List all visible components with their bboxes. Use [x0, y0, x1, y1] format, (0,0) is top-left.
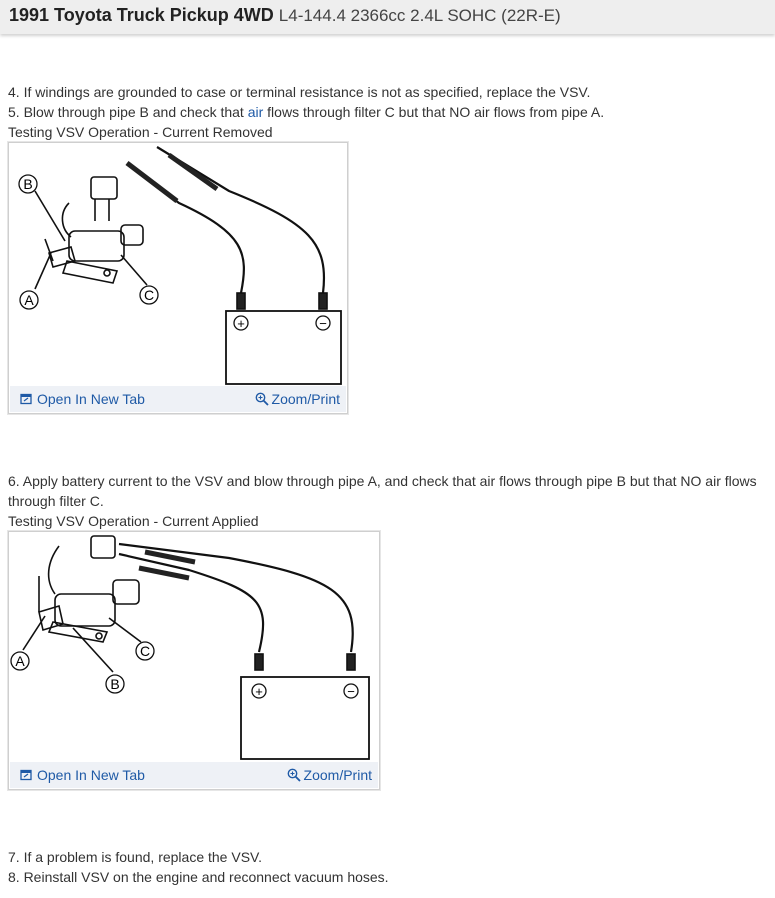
step-7: 7. If a problem is found, replace the VSV.: [8, 849, 262, 865]
vehicle-title: 1991 Toyota Truck Pickup 4WD: [9, 5, 274, 25]
battery-plus: +: [255, 684, 263, 699]
vsv-diagram-current-applied: [9, 532, 379, 763]
magnifier-icon: [287, 768, 301, 782]
zoom-print-button[interactable]: [287, 767, 372, 783]
vsv-diagram-current-removed: [9, 143, 347, 387]
magnifier-icon: [255, 392, 269, 406]
step-5: [8, 102, 604, 122]
figure-2-action-bar: [10, 762, 378, 788]
step-6: 6. Apply battery current to the VSV and blow through pipe A, and check that air flows through pipe B but that NO air flows through filter C.: [8, 473, 757, 509]
open-tab-icon: [20, 769, 32, 781]
figure-2-caption: Testing VSV Operation - Current Applied: [8, 513, 259, 529]
page-title: [9, 5, 561, 26]
label-c: C: [139, 643, 151, 659]
figure-1-caption: Testing VSV Operation - Current Removed: [8, 124, 273, 140]
label-b: B: [23, 176, 33, 192]
label-a: A: [15, 653, 25, 669]
open-tab-icon: [20, 393, 32, 405]
label-c: C: [143, 287, 155, 303]
step-8: 8. Reinstall VSV on the engine and reconnect vacuum hoses.: [8, 869, 389, 885]
figure-current-applied: [8, 531, 380, 790]
step-5-text-before: 5. Blow through pipe B and check that: [8, 104, 248, 120]
label-b: B: [110, 676, 120, 692]
label-a: A: [24, 292, 34, 308]
open-in-new-tab-button[interactable]: [20, 767, 145, 783]
step-5-text-after: flows through filter C but that NO air flows from pipe A.: [263, 104, 605, 120]
battery-minus: −: [319, 316, 327, 331]
open-in-new-tab-button[interactable]: [20, 391, 145, 407]
figure-1-action-bar: [10, 386, 346, 412]
open-in-new-tab-label: Open In New Tab: [37, 391, 145, 407]
figure-current-removed: [8, 142, 348, 414]
page-header: [0, 0, 775, 34]
zoom-print-label: Zoom/Print: [271, 391, 340, 407]
engine-spec: L4-144.4 2366cc 2.4L SOHC (22R-E): [278, 6, 561, 25]
zoom-print-button[interactable]: [255, 391, 340, 407]
battery-minus: −: [347, 684, 355, 699]
step-4: 4. If windings are grounded to case or terminal resistance is not as specified, replace the VSV.: [8, 84, 591, 100]
air-link[interactable]: air: [247, 104, 264, 120]
zoom-print-label: Zoom/Print: [303, 767, 372, 783]
battery-plus: +: [237, 316, 245, 331]
open-in-new-tab-label: Open In New Tab: [37, 767, 145, 783]
